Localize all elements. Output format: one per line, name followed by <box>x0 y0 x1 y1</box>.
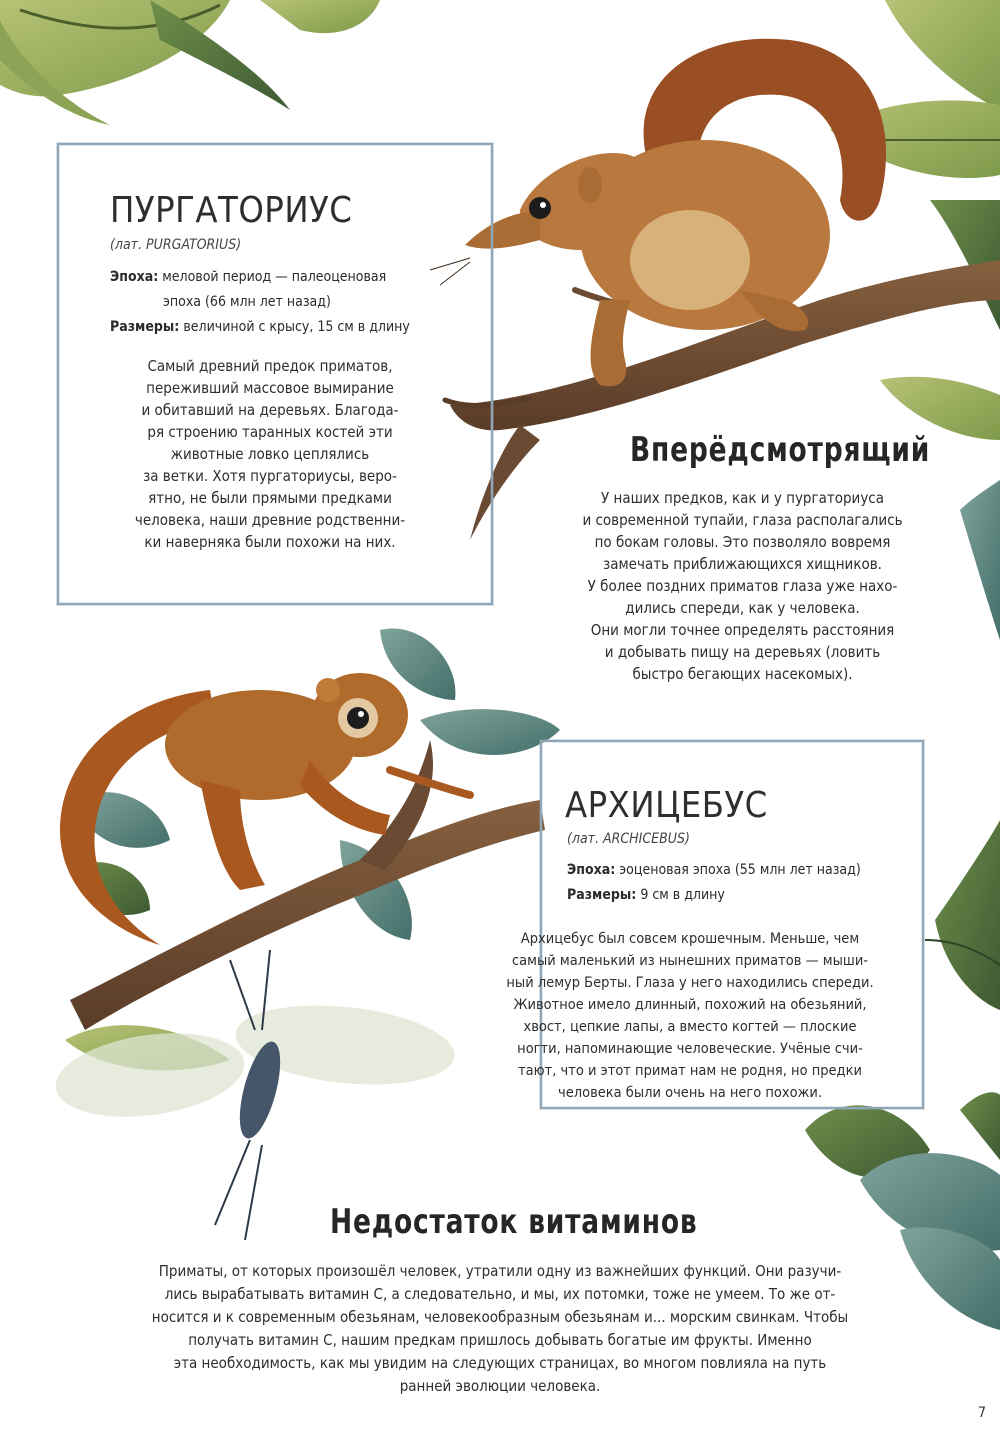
epoch-value: меловой период — палеоценовая <box>158 269 387 285</box>
text-line: тают, что и этот примат нам не родня, но предки <box>518 1063 862 1079</box>
text-line: замечать приближающихся хищников. <box>603 555 882 573</box>
text-line: человека были очень на него похожи. <box>558 1085 822 1101</box>
text-line: Животное имело длинный, похожий на обезьяний, <box>513 997 867 1013</box>
text-line: носится и к современным обезьянам, человекообразным обезьянам и... морским свинкам. Чтобы <box>151 1308 849 1326</box>
text-line: Они могли точнее определять расстояния <box>590 621 895 639</box>
leaves-top-left <box>0 0 380 125</box>
text-line: получать витамин С, нашим предкам пришлось добывать богатые им фрукты. Именно <box>188 1331 812 1349</box>
text-line: дились спереди, как у человека. <box>625 599 860 617</box>
vitamins-title: Недостаток витаминов <box>330 1202 698 1242</box>
text-line: ный лемур Берты. Глаза у него находились спереди. <box>506 975 874 991</box>
text-line: по бокам головы. Это позволяло вовремя <box>594 533 891 551</box>
epoch-label: Эпоха: <box>110 269 159 285</box>
text-line: ятно, не были прямыми предками <box>148 489 392 507</box>
text-line: быстро бегающих насекомых). <box>632 665 853 683</box>
text-line: животные ловко цеплялись <box>170 445 370 463</box>
text-line: Архицебус был совсем крошечным. Меньше, чем <box>520 931 860 947</box>
text-line: ря строению таранных костей эти <box>147 423 393 441</box>
text-line: самый маленький из нынешних приматов — мыши- <box>511 953 869 969</box>
text-line: за ветки. Хотя пургаториусы, веро- <box>143 467 397 485</box>
archicebus-size <box>567 883 725 908</box>
purgatorius-description <box>105 355 435 553</box>
purgatorius-latin-name: (лат. PURGATORIUS) <box>110 237 242 253</box>
forward-looking-title: Вперёдсмотрящий <box>630 430 931 470</box>
text-line: человека, наши древние родственни- <box>134 511 406 529</box>
text-line: Приматы, от которых произошёл человек, утратили одну из важнейших функций. Они разучи- <box>158 1262 842 1280</box>
leaves-right-middle <box>925 820 1000 1010</box>
text-line: ногти, напоминающие человеческие. Учёные счи- <box>517 1041 863 1057</box>
archicebus-description <box>470 928 910 1104</box>
text-line: и добывать пищу на деревьях (ловить <box>604 643 881 661</box>
text-line: и обитавший на деревьях. Благода- <box>141 401 399 419</box>
archicebus-latin-name: (лат. ARCHICEBUS) <box>567 831 690 847</box>
archicebus-epoch <box>567 858 861 883</box>
epoch-value: эоценовая эпоха (55 млн лет назад) <box>615 862 861 878</box>
size-label: Размеры: <box>110 319 180 335</box>
text-line: Самый древний предок приматов, <box>147 357 393 375</box>
text-line: эта необходимость, как мы увидим на следующих страницах, во многом повлияла на путь <box>173 1354 827 1372</box>
text-line: ки наверняка были похожи на них. <box>144 533 396 551</box>
text-line: хвост, цепкие лапы, а вместо когтей — плоские <box>523 1019 857 1035</box>
forward-looking-text <box>545 487 940 685</box>
size-value: 9 см в длину <box>636 887 725 903</box>
text-line: переживший массовое вымирание <box>146 379 394 397</box>
text-line: лись вырабатывать витамин С, а следовательно, и мы, их потомки, тоже не умеем. То же от- <box>164 1285 836 1303</box>
purgatorius-title: ПУРГАТОРИУС <box>110 190 353 231</box>
text-line: и современной тупайи, глаза располагались <box>582 511 903 529</box>
page-number: 7 <box>978 1405 987 1421</box>
epoch-label: Эпоха: <box>567 862 616 878</box>
text-line: У наших предков, как и у пургаториуса <box>601 489 884 507</box>
size-value: величиной с крысу, 15 см в длину <box>179 319 410 335</box>
archicebus-title: АРХИЦЕБУС <box>565 785 768 826</box>
purgatorius-epoch <box>110 265 386 290</box>
text-line: ранней эволюции человека. <box>399 1377 601 1395</box>
purgatorius-epoch-cont: эпоха (66 млн лет назад) <box>163 294 331 310</box>
vitamins-text <box>60 1260 940 1398</box>
size-label: Размеры: <box>567 887 637 903</box>
text-line: У более поздних приматов глаза уже нахо- <box>587 577 898 595</box>
purgatorius-size <box>110 315 410 340</box>
